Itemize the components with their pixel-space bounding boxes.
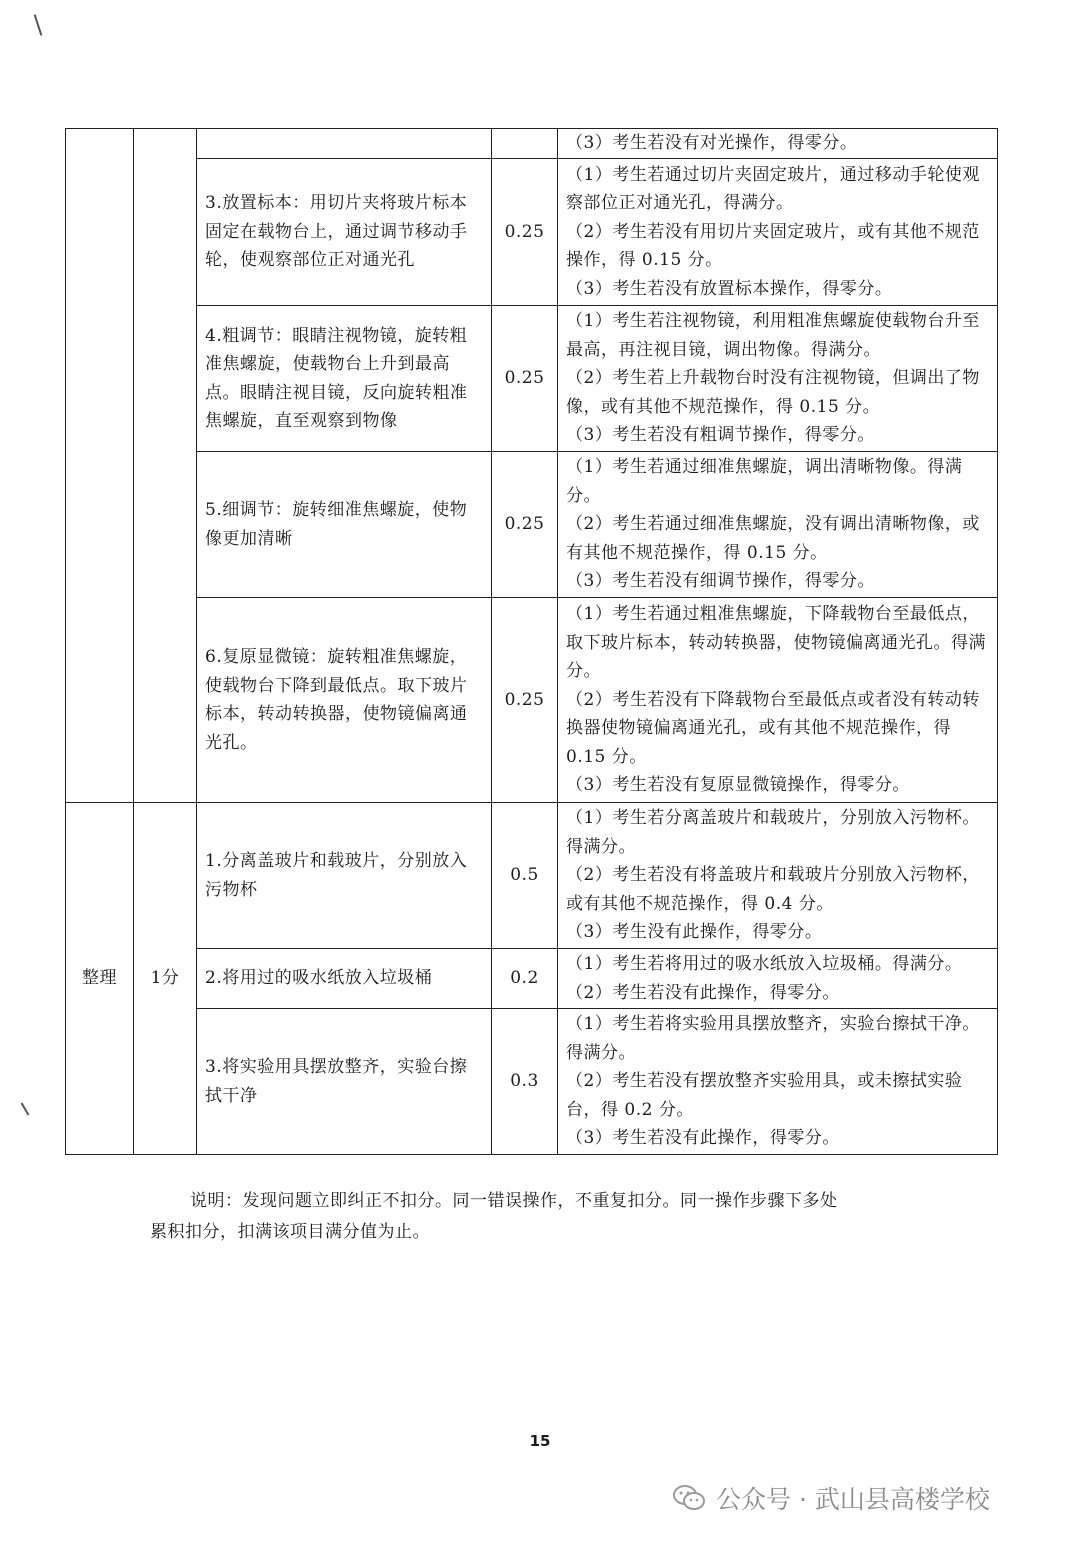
table-row bbox=[66, 803, 998, 949]
criteria-line: （3）考生若没有复原显微镜操作，得零分。 bbox=[566, 775, 910, 796]
note-text: 累积扣分，扣满该项目满分值为止。 bbox=[150, 1222, 430, 1242]
wechat-official-account-icon bbox=[672, 1483, 706, 1513]
criteria-line: （1）考生若分离盖玻片和载玻片，分别放入污物杯。得满分。 bbox=[566, 808, 980, 857]
criteria-line: （1）考生若将实验用具摆放整齐，实验台擦拭干净。得满分。 bbox=[566, 1014, 980, 1063]
criteria-cell bbox=[558, 129, 998, 159]
score-cell: 0.2 bbox=[492, 949, 558, 1009]
criteria-line: （2）考生若没有摆放整齐实验用具，或未擦拭实验台，得 0.2 分。 bbox=[566, 1071, 963, 1120]
criteria-line: （3）考生没有此操作，得零分。 bbox=[566, 922, 823, 943]
criteria-line: （1）考生若将用过的吸水纸放入垃圾桶。得满分。 bbox=[566, 954, 963, 974]
criteria-line: （1）考生若通过切片夹固定玻片，通过移动手轮使观察部位正对通光孔，得满分。 bbox=[566, 164, 980, 214]
criteria-cell bbox=[558, 452, 998, 598]
criteria-line: （1）考生若通过粗准焦螺旋，下降载物台至最低点，取下玻片标本，转动转换器，使物镜偏离通光孔。得满分。 bbox=[566, 604, 986, 682]
note-line bbox=[150, 1217, 930, 1248]
category-label: 整理 bbox=[66, 803, 134, 1155]
criteria-cell bbox=[558, 598, 998, 803]
criteria-line: （2）考生若没有将盖玻片和载玻片分别放入污物杯，或有其他不规范操作，得 0.4 分。 bbox=[566, 865, 980, 914]
scan-mark bbox=[34, 14, 43, 36]
table-row bbox=[66, 949, 998, 1009]
criteria-cell bbox=[558, 949, 998, 1009]
criteria-line: （2）考生若没有用切片夹固定玻片，或有其他不规范操作，得 0.15 分。 bbox=[566, 221, 980, 271]
score-cell: 0.25 bbox=[492, 306, 558, 452]
note-line bbox=[150, 1186, 930, 1217]
scoring-table bbox=[65, 128, 998, 1155]
criteria-cell bbox=[558, 306, 998, 452]
criteria-cell bbox=[558, 159, 998, 306]
table-row bbox=[66, 598, 998, 803]
criteria-line: （1）考生若注视物镜，利用粗准焦螺旋使载物台升至最高，再注视目镜，调出物像。得满分。 bbox=[566, 311, 980, 360]
step-cell bbox=[197, 129, 492, 159]
page-number: 15 bbox=[529, 1432, 551, 1450]
criteria-cell bbox=[558, 803, 998, 949]
step-cell: 3.放置标本：用切片夹将玻片标本固定在载物台上，通过调节移动手轮，使观察部位正对通光孔 bbox=[197, 159, 492, 306]
criteria-line: （2）考生若上升载物台时没有注视物镜，但调出了物像，或有其他不规范操作，得 0.15 分。 bbox=[566, 368, 980, 417]
score-cell: 0.25 bbox=[492, 159, 558, 306]
criteria-line: （2）考生若没有此操作，得零分。 bbox=[566, 982, 840, 1003]
criteria-line: （3）考生若没有此操作，得零分。 bbox=[566, 1128, 840, 1149]
category-cell bbox=[66, 129, 134, 803]
step-cell: 3.将实验用具摆放整齐，实验台擦拭干净 bbox=[197, 1009, 492, 1155]
note-text: 说明：发现问题立即纠正不扣分。同一错误操作，不重复扣分。同一操作步骤下多处 bbox=[190, 1191, 838, 1211]
score-cell bbox=[492, 129, 558, 159]
criteria-line: （3）考生若没有对光操作，得零分。 bbox=[566, 133, 858, 154]
watermark bbox=[672, 1478, 990, 1518]
scan-mark bbox=[21, 1102, 30, 1115]
step-cell: 4.粗调节：眼睛注视物镜，旋转粗准焦螺旋，使载物台上升到最高点。眼睛注视目镜，反向旋转粗准焦螺旋，直至观察到物像 bbox=[197, 306, 492, 452]
score-cell: 0.25 bbox=[492, 452, 558, 598]
criteria-line: （2）考生若没有下降载物台至最低点或者没有转动转换器使物镜偏离通光孔，或有其他不规范操作，得 0.15 分。 bbox=[566, 689, 980, 767]
score-cell: 0.25 bbox=[492, 598, 558, 803]
score-cell: 0.5 bbox=[492, 803, 558, 949]
score-cell: 0.3 bbox=[492, 1009, 558, 1155]
explanation-note bbox=[150, 1186, 930, 1248]
category-score-cell bbox=[134, 129, 197, 803]
criteria-line: （3）考生若没有粗调节操作，得零分。 bbox=[566, 425, 875, 446]
table-row bbox=[66, 452, 998, 598]
category-score: 1分 bbox=[134, 803, 197, 1155]
criteria-line: （3）考生若没有细调节操作，得零分。 bbox=[566, 571, 875, 592]
criteria-line: （3）考生若没有放置标本操作，得零分。 bbox=[566, 278, 893, 299]
step-cell: 5.细调节：旋转细准焦螺旋，使物像更加清晰 bbox=[197, 452, 492, 598]
criteria-line: （1）考生若通过细准焦螺旋，调出清晰物像。得满分。 bbox=[566, 457, 963, 506]
table-row bbox=[66, 129, 998, 159]
step-cell: 1.分离盖玻片和载玻片，分别放入污物杯 bbox=[197, 803, 492, 949]
criteria-line: （2）考生若通过细准焦螺旋，没有调出清晰物像，或有其他不规范操作，得 0.15 分。 bbox=[566, 514, 980, 563]
table-row bbox=[66, 1009, 998, 1155]
table-row bbox=[66, 159, 998, 306]
step-cell: 6.复原显微镜：旋转粗准焦螺旋，使载物台下降到最低点。取下玻片标本，转动转换器，使物镜偏离通光孔。 bbox=[197, 598, 492, 803]
criteria-cell bbox=[558, 1009, 998, 1155]
table-row bbox=[66, 306, 998, 452]
step-cell: 2.将用过的吸水纸放入垃圾桶 bbox=[197, 949, 492, 1009]
watermark-text: 公众号 · 武山县高楼学校 bbox=[716, 1485, 990, 1514]
